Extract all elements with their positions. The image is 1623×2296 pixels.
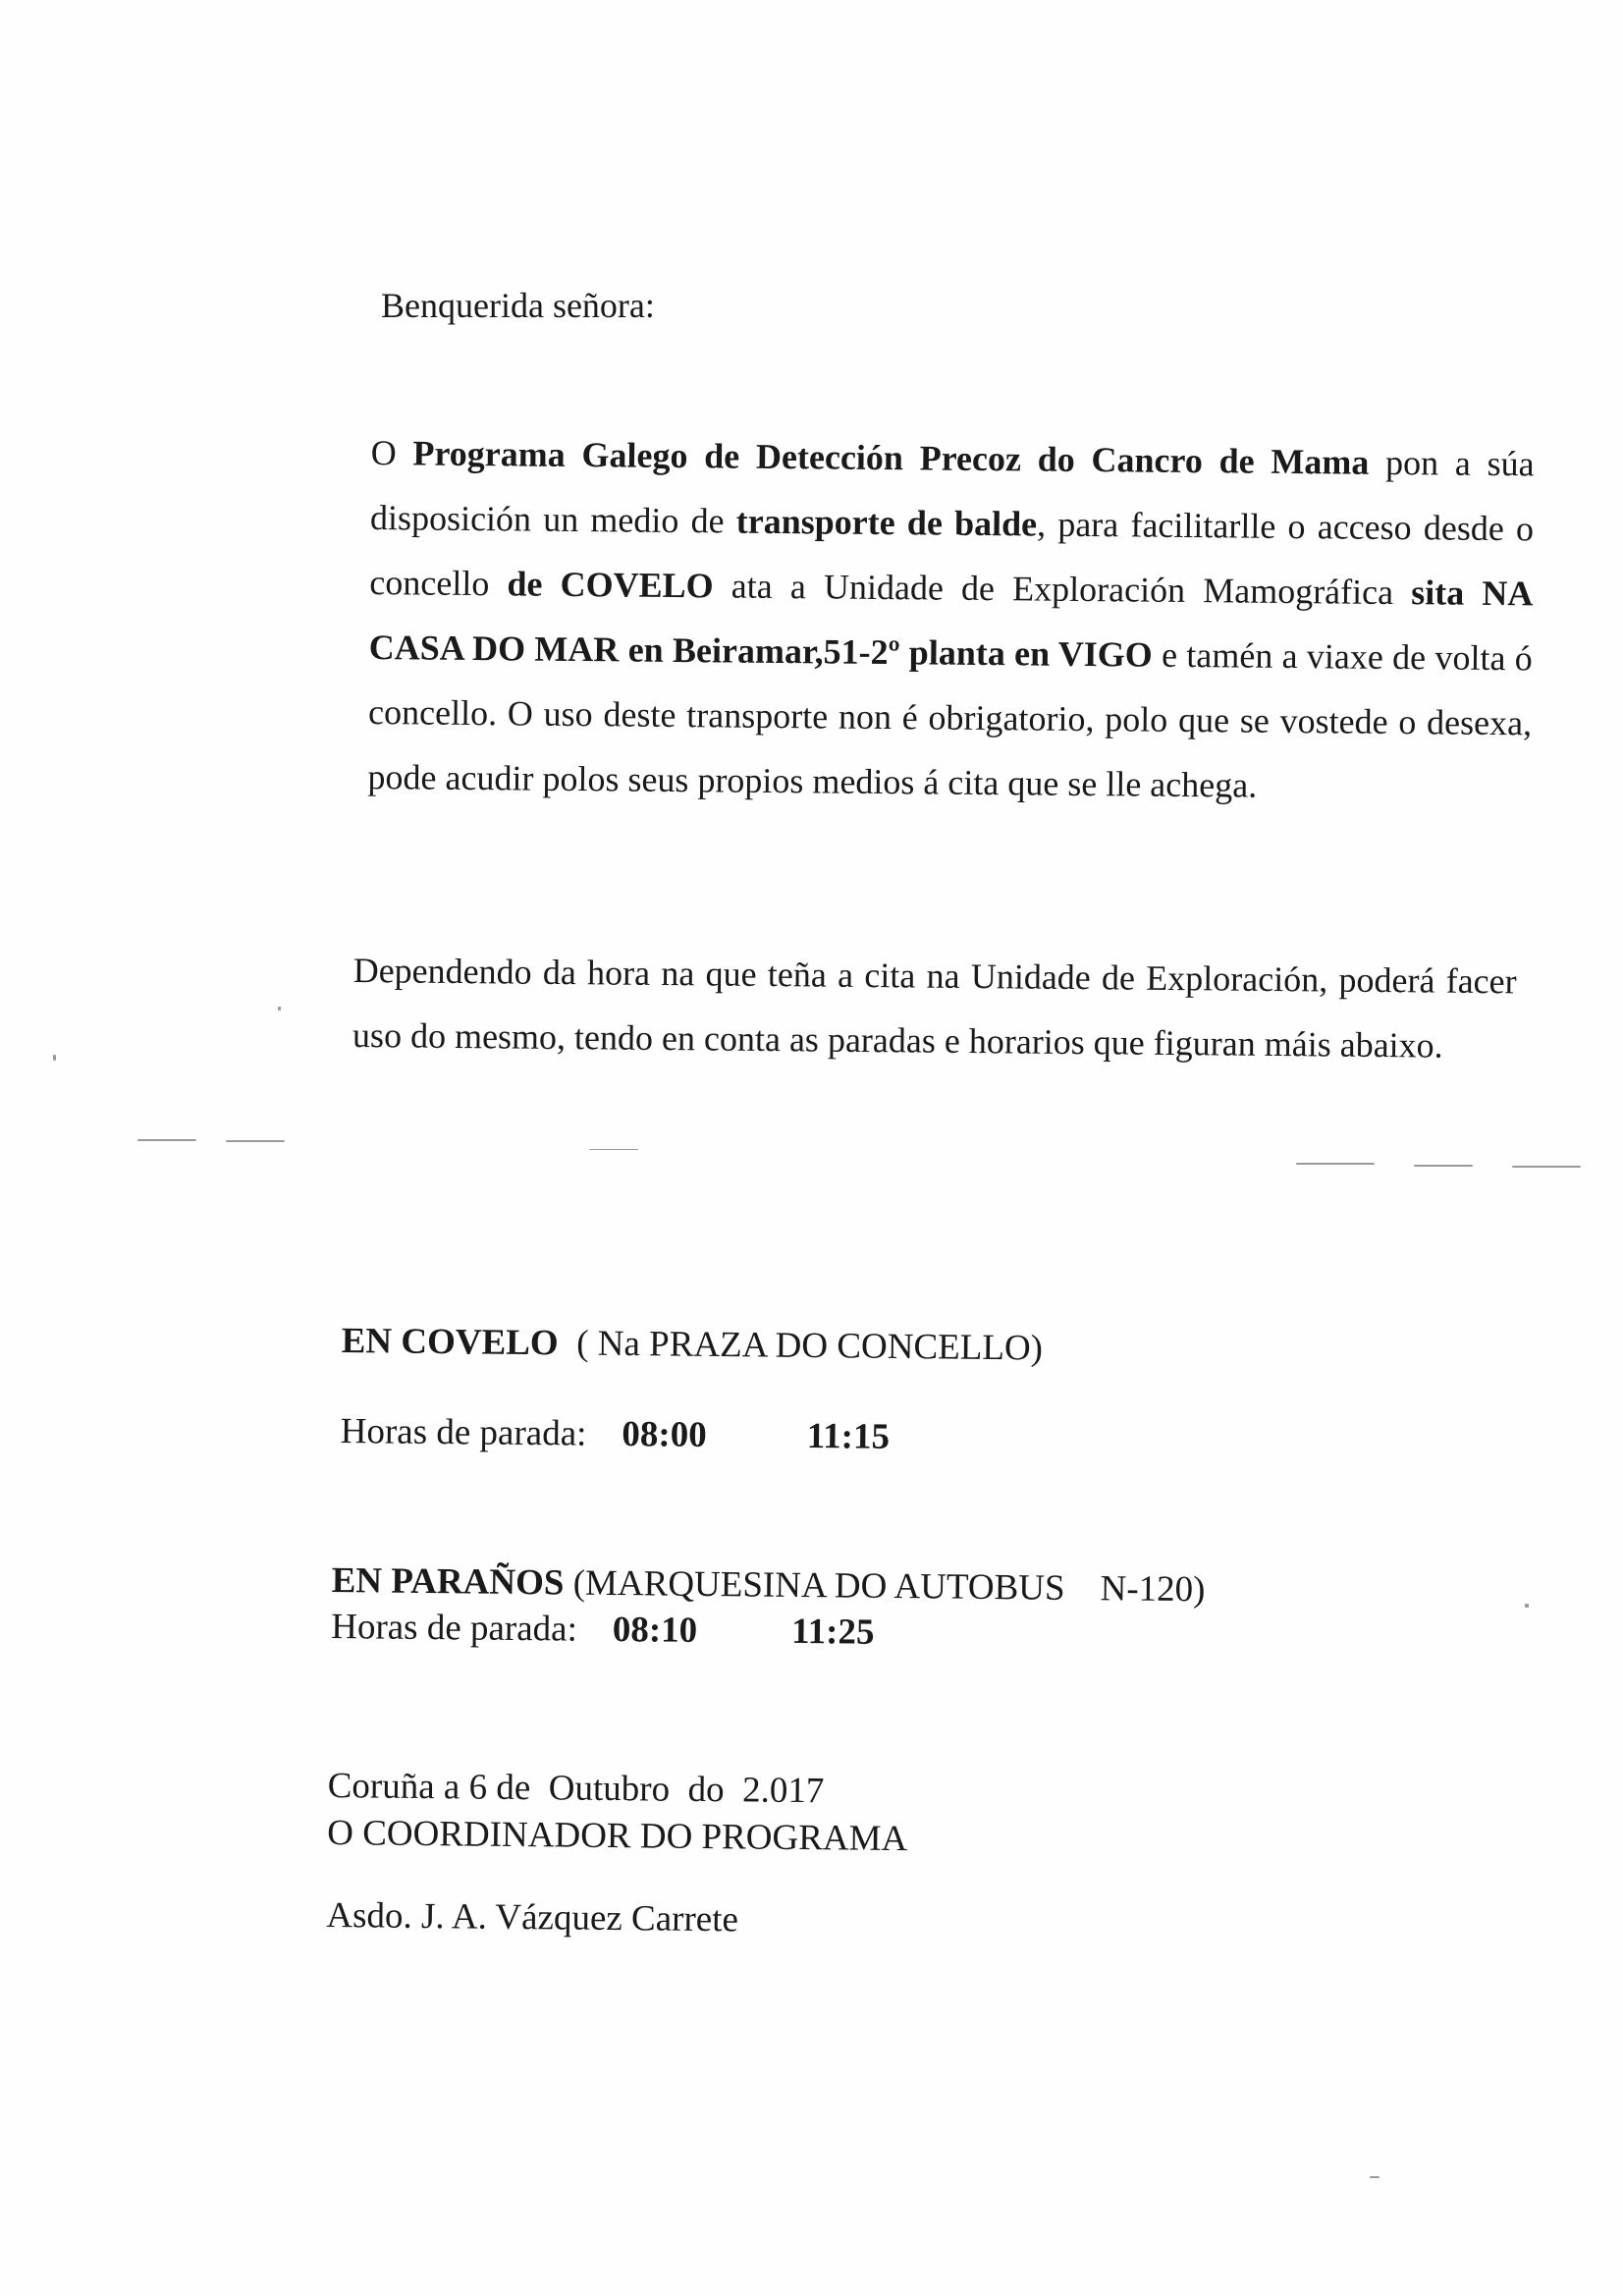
stop-place: EN COVELO bbox=[341, 1320, 559, 1364]
schedule-note-text: Dependendo da hora na que teña a cita na Unidade de Exploración, poderá facer uso do mesmo, tendo en conta as paradas e horarios que figuran máis abaixo. bbox=[352, 950, 1517, 1066]
paragraph-transport-offer bbox=[367, 420, 1535, 820]
municipality: de COVELO bbox=[507, 564, 714, 606]
signature-block bbox=[326, 1763, 1113, 1947]
stop-location: (MARQUESINA DO AUTOBUS bbox=[572, 1562, 1065, 1609]
paragraph-schedule-note bbox=[352, 938, 1517, 1078]
stop-time: 11:25 bbox=[790, 1611, 875, 1653]
stop-time: 08:10 bbox=[612, 1609, 698, 1651]
stop-paranos bbox=[331, 1554, 1314, 1662]
signature-date: Coruña a 6 de Outubro do 2.017 bbox=[327, 1765, 825, 1812]
signature-signer: Asdo. J. A. Vázquez Carrete bbox=[326, 1894, 739, 1941]
greeting: Benquerida señora: bbox=[381, 286, 655, 325]
stop-place: EN PARAÑOS bbox=[331, 1559, 565, 1604]
signature-role: O COORDINADOR DO PROGRAMA bbox=[327, 1812, 908, 1860]
stop-title bbox=[341, 1314, 1225, 1378]
program-name: Programa Galego de Detección Precoz do Cancro de Mama bbox=[412, 433, 1370, 482]
stop-location: ( Na PRAZA DO CONCELLO) bbox=[575, 1323, 1044, 1369]
free-transport: transporte de balde bbox=[735, 501, 1038, 544]
stop-road: N-120) bbox=[1100, 1568, 1206, 1611]
hours-label: Horas de parada: bbox=[340, 1410, 587, 1454]
text-run: O bbox=[370, 432, 413, 473]
text-run: pon a súa disposición un medio de bbox=[369, 442, 1535, 541]
text-run: , para facilitarlle o acceso desde o concello bbox=[369, 504, 1535, 604]
text-run: e tamén a viaxe de volta ó concello. O uso deste transporte non é obrigatorio, polo que se vostede o desexa, pode acudir polos seus propios medios á cita que se lle achega. bbox=[367, 634, 1533, 805]
unit-address: sita NA CASA DO MAR en Beiramar,51-2º planta en VIGO bbox=[368, 573, 1534, 675]
stop-hours bbox=[340, 1404, 1224, 1468]
stop-time: 08:00 bbox=[622, 1413, 707, 1455]
stop-time: 11:15 bbox=[806, 1415, 891, 1457]
text-run: ata a Unidade de Exploración Mamográfica bbox=[713, 566, 1412, 613]
hours-label: Horas de parada: bbox=[331, 1606, 578, 1650]
stop-covelo bbox=[340, 1314, 1225, 1468]
